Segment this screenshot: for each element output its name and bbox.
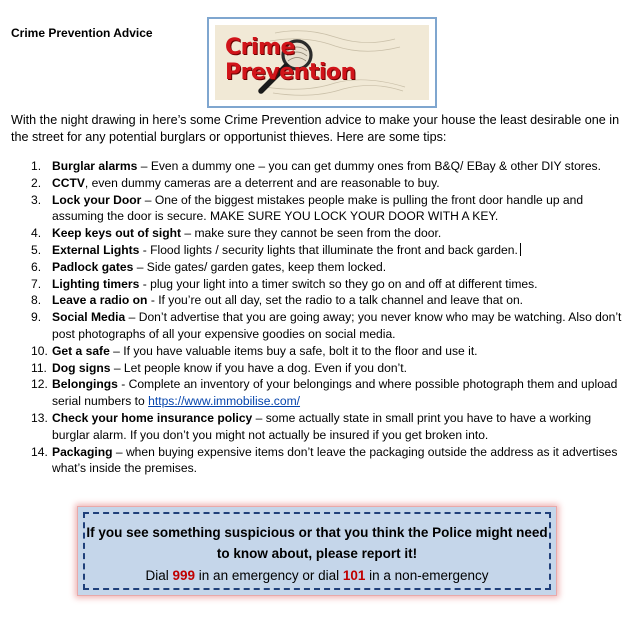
list-item (11, 309, 626, 343)
tip-name: Check your home insurance policy (52, 410, 253, 425)
tip-text: - Flood lights / security lights that illuminate the front and back garden. (139, 242, 518, 257)
tip-text: - Complete an inventory of your belongings and where possible photograph them and upload serial numbers to (52, 377, 618, 409)
list-item (11, 259, 626, 276)
tip-text: - If you’re out all day, set the radio to a talk channel and leave that on. (147, 293, 524, 308)
report-notice-box (77, 506, 557, 596)
list-number: 1. (31, 159, 42, 173)
intro-paragraph: With the night drawing in here’s some Crime Prevention advice to make your house the least desirable one in the street for any potential burglars or opportunist thieves. Here are some tips: (11, 113, 620, 144)
tip-text: , even dummy cameras are a deterrent and are reasonable to buy. (84, 175, 440, 190)
tip-name: Social Media (52, 310, 126, 325)
tip-text: - plug your light into a timer switch so they go on and off at different times. (139, 276, 538, 291)
tip-name: Padlock gates (52, 259, 134, 274)
tip-text: – If you have valuable items buy a safe, bolt it to the floor and use it. (109, 343, 478, 358)
tip-name: Burglar alarms (52, 159, 138, 173)
list-number: 3. (31, 192, 42, 207)
dial-prefix: Dial (145, 568, 173, 583)
list-item (11, 376, 626, 410)
dial-suffix: in a non-emergency (365, 568, 489, 583)
tip-text: – Let people know if you have a dog. Even if you don’t. (110, 360, 407, 375)
list-number: 10. (31, 343, 48, 358)
tip-text: – when buying expensive items don’t leave the packaging outside the address as it advertises what’s inside the premises. (52, 444, 618, 476)
tip-name: Lighting timers (52, 276, 140, 291)
list-number: 11. (31, 360, 47, 375)
list-number: 8. (31, 293, 42, 308)
list-number: 2. (31, 175, 42, 190)
list-item (11, 175, 626, 192)
page-title: Crime Prevention Advice (11, 26, 153, 40)
tip-name: Belongings (52, 377, 118, 392)
notice-headline: If you see something suspicious or that you think the Police might need to know about, please report it! (86, 525, 548, 561)
immobilise-link[interactable]: https://www.immobilise.com/ (148, 394, 301, 409)
tip-name: CCTV (52, 175, 85, 190)
list-item (11, 276, 626, 293)
notice-dial-line (85, 565, 549, 586)
tip-text: – One of the biggest mistakes people make is pulling the front door handle up and assuming the door is secure. MAKE SURE YOU LOCK YOUR DOOR WITH A KEY. (52, 192, 584, 224)
list-number: 5. (31, 242, 42, 257)
text-cursor (520, 243, 521, 256)
list-item (11, 360, 626, 377)
dial-middle: in an emergency or dial (195, 568, 343, 583)
list-number: 13. (31, 410, 48, 425)
notice-dashed-border (83, 512, 551, 590)
list-item (11, 225, 626, 242)
list-item (11, 242, 626, 259)
list-number: 6. (31, 259, 42, 274)
tip-text: – make sure they cannot be seen from the door. (181, 226, 442, 241)
tip-name: Keep keys out of sight (52, 226, 182, 241)
tip-text: – Even a dummy one – you can get dummy ones from B&Q/ EBay & other DIY stores. (137, 159, 601, 173)
list-item (11, 410, 626, 444)
list-number: 12. (31, 377, 48, 392)
list-number: 14. (31, 444, 48, 459)
tip-name: Dog signs (52, 360, 111, 375)
emergency-number: 999 (172, 568, 196, 583)
tip-name: Lock your Door (52, 192, 142, 207)
tip-name: Leave a radio on (52, 293, 148, 308)
non-emergency-number: 101 (342, 568, 366, 583)
list-number: 9. (31, 310, 42, 325)
tips-list (11, 158, 626, 477)
tip-name: Packaging (52, 444, 113, 459)
list-item (11, 158, 626, 175)
list-item (11, 343, 626, 360)
list-item (11, 292, 626, 309)
tip-text: – Don’t advertise that you are going away; you never know who may be watching. Also don’t post photographs of all your expensive goodies on social media. (52, 310, 622, 341)
list-number: 7. (31, 276, 42, 291)
logo-text: Crime Prevention (225, 35, 356, 85)
list-item (11, 444, 626, 478)
tip-text: – some actually state in small print you have to have a working burglar alarm. If you don’t you might not actually be insured if you get broken into. (52, 410, 592, 442)
tip-text: – Side gates/ garden gates, keep them locked. (133, 259, 387, 274)
list-number: 4. (31, 226, 42, 241)
crime-prevention-logo (207, 17, 437, 108)
tip-name: External Lights (52, 242, 140, 257)
list-item (11, 192, 626, 226)
logo-background (215, 25, 429, 100)
tip-name: Get a safe (52, 343, 110, 358)
